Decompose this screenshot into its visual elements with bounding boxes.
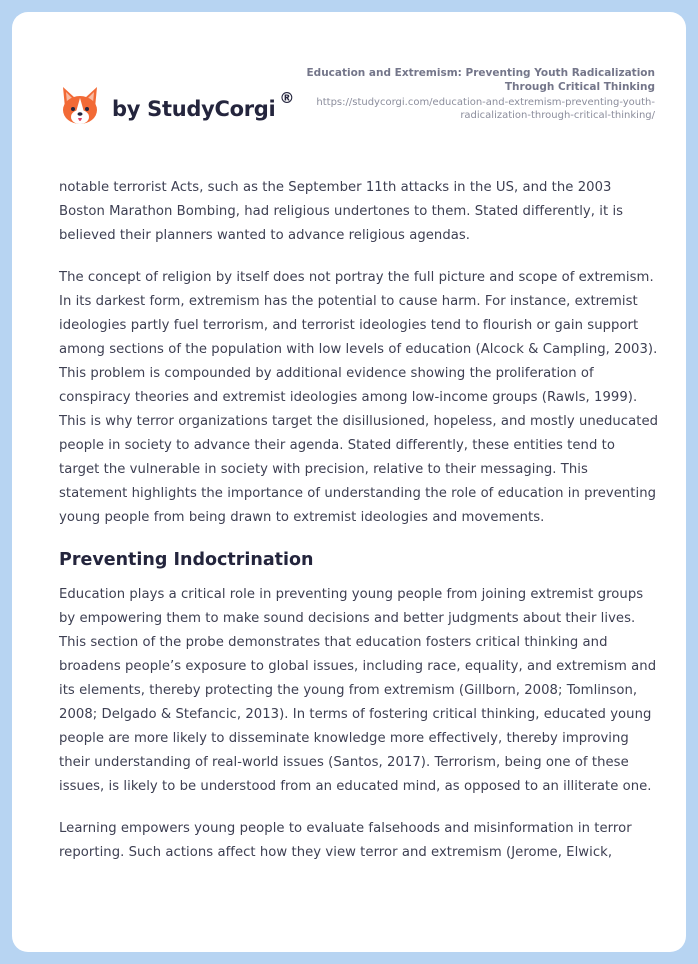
document-meta: [295, 66, 655, 122]
corgi-logo-icon: [60, 84, 100, 128]
body-paragraph: Learning empowers young people to evaluate falsehoods and misinformation in terror reporting. Such actions affect how they view terror and extremism (Jerome, Elwick,: [59, 821, 632, 860]
brand-name: by StudyCorgi: [112, 97, 276, 121]
document-title: Education and Extremism: Preventing Youth Radicalization Through Critical Thinking: [306, 67, 655, 93]
body-paragraph: Education plays a critical role in preventing young people from joining extremist groups by empowering them to make sound decisions and better judgments about their lives. This section of the probe demonstrates that education fosters critical thinking and broadens people’s exposure to global issues, including race, equality, and extremism and its elements, thereby protecting the young from extremism (Gillborn, 2008; Tomlinson, 2008; Delgado & Stefancic, 2013). In terms of fostering critical thinking, educated young people are more likely to disseminate knowledge more effectively, thereby improving their understanding of real-world issues (Santos, 2017). Terrorism, being one of these issues, is likely to be understood from an educated mind, as opposed to an illiterate one.: [59, 587, 657, 794]
registered-mark: ®: [279, 89, 295, 107]
body-paragraph: The concept of religion by itself does not portray the full picture and scope of extremism. In its darkest form, extremism has the potential to cause harm. For instance, extremist ideologies partly fuel terrorism, and terrorist ideologies tend to flourish or gain support among sections of the population with low levels of education (Alcock & Campling, 2003). This problem is compounded by additional evidence showing the proliferation of conspiracy theories and extremist ideologies among low-income groups (Rawls, 1999). This is why terror organizations target the disillusioned, hopeless, and mostly uneducated people in society to advance their agenda. Stated differently, these entities tend to target the vulnerable in society with precision, relative to their messaging. This statement highlights the importance of understanding the role of education in preventing young people from being drawn to extremist ideologies and movements.: [59, 270, 659, 525]
section-heading: Preventing Indoctrination: [59, 550, 314, 570]
document-url[interactable]: https://studycorgi.com/education-and-extremism-preventing-youth-radicalization-through-critical-thinking/: [316, 97, 655, 121]
studycorgi-logo[interactable]: [60, 76, 294, 136]
document-body: [59, 176, 659, 883]
document-page: [12, 12, 686, 952]
body-paragraph: notable terrorist Acts, such as the September 11th attacks in the US, and the 2003 Boston Marathon Bombing, had religious undertones to them. Stated differently, it is believed their planners wanted to advance religious agendas.: [59, 180, 624, 243]
